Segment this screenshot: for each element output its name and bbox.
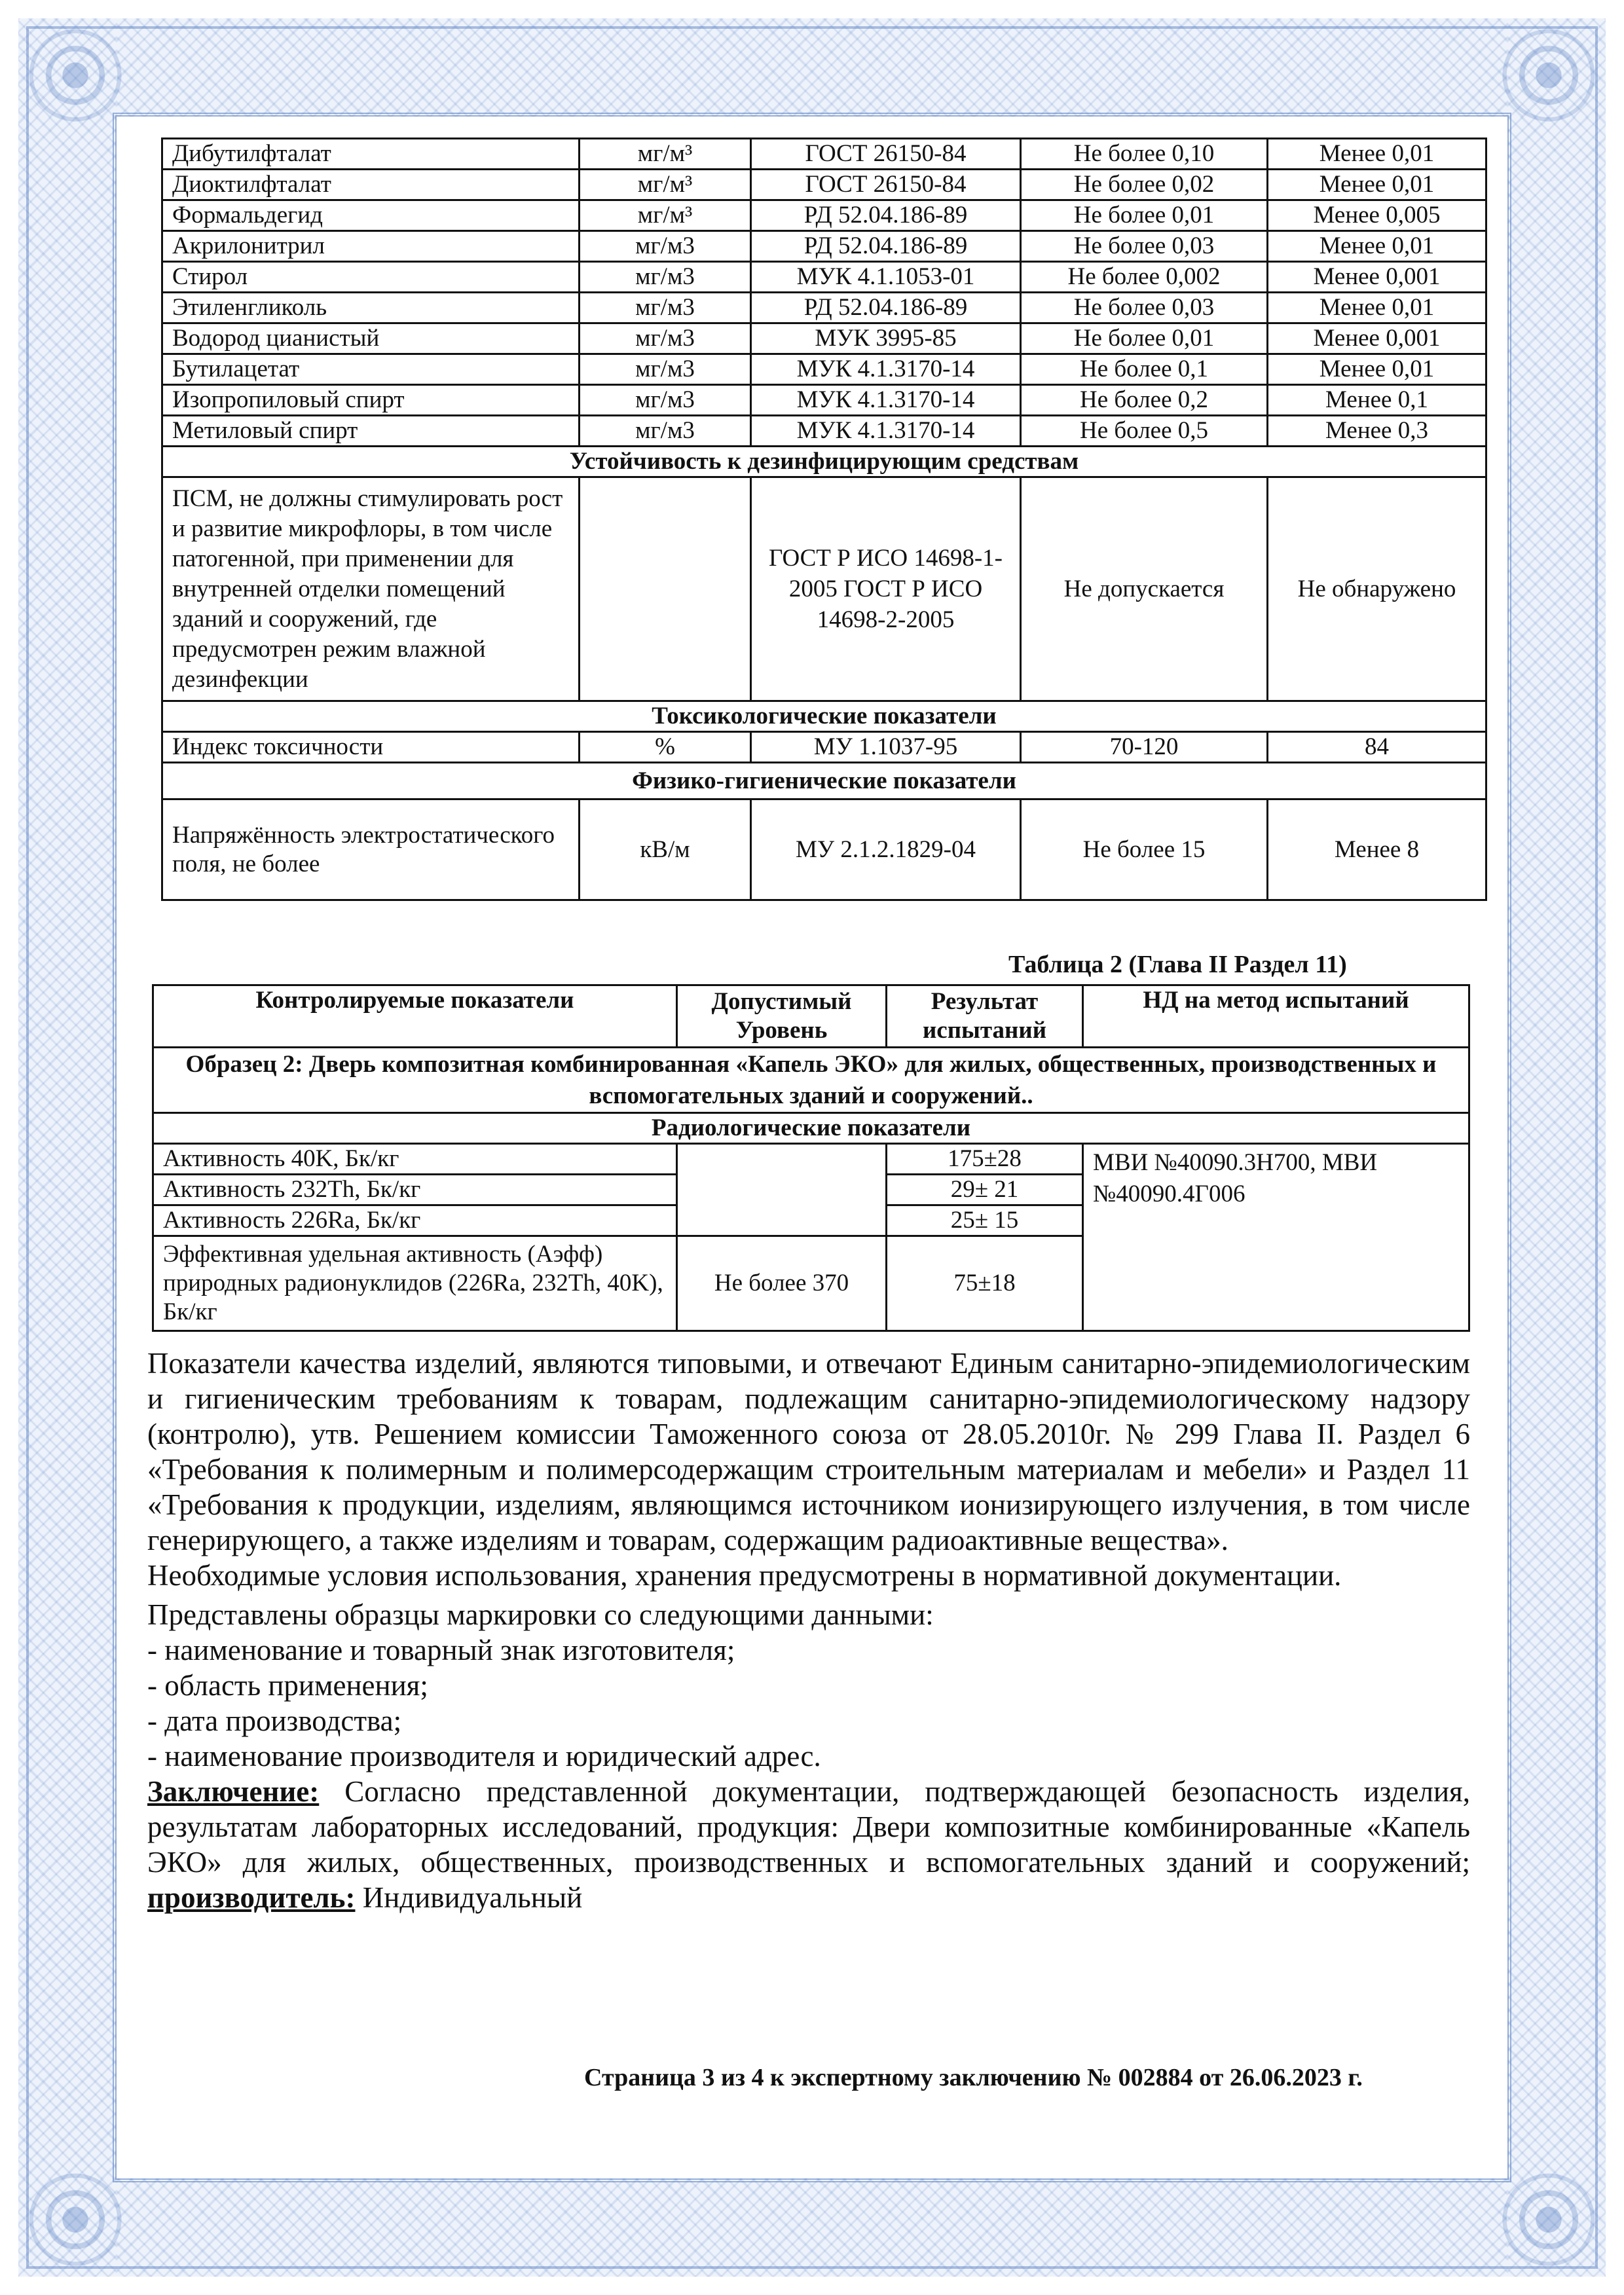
- row-232th-name: Активность 232Th, Бк/кг: [153, 1175, 677, 1205]
- paragraph-conditions: Необходимые условия использования, хранения предусмотрены в нормативной документации.: [147, 1559, 1342, 1592]
- list-item: - наименование производителя и юридический адрес.: [147, 1740, 821, 1772]
- cell-method: МУК 4.1.3170-14: [751, 416, 1021, 447]
- paragraph-marking: Представлены образцы маркировки со следующими данными:: [147, 1598, 934, 1631]
- section-header-row: [162, 763, 1486, 799]
- cell-norm: Не более 0,2: [1021, 385, 1268, 416]
- sample-title: Образец 2: Дверь композитная комбинированная «Капель ЭКО» для жилых, общественных, производственных и вспомогательных зданий и сооружений..: [153, 1048, 1469, 1113]
- cell-unit: мг/м3: [580, 293, 751, 323]
- producer-label: производитель:: [147, 1881, 356, 1914]
- producer-text: Индивидуальный: [355, 1881, 583, 1914]
- table-row: [162, 477, 1486, 701]
- cell-norm: Не более 0,5: [1021, 416, 1268, 447]
- table-row: [162, 231, 1486, 262]
- tox-unit: %: [580, 732, 751, 763]
- header-result: Результат испытаний: [887, 985, 1083, 1048]
- row-232th-result: 29± 21: [887, 1175, 1083, 1205]
- section-header-row: [153, 1113, 1469, 1144]
- cell-norm: Не более 0,02: [1021, 170, 1268, 200]
- cell-method: ГОСТ 26150-84: [751, 170, 1021, 200]
- table-row: [162, 170, 1486, 200]
- cell-result: Менее 0,01: [1268, 354, 1486, 385]
- table-row: [162, 732, 1486, 763]
- eff-limit: Не более 370: [677, 1236, 887, 1331]
- cell-unit: мг/м3: [580, 354, 751, 385]
- list-item: - наименование и товарный знак изготовителя;: [147, 1634, 735, 1666]
- conclusion-label: Заключение:: [147, 1775, 320, 1808]
- limit-empty-cell: [677, 1144, 887, 1236]
- section-tox-title: Токсикологические показатели: [162, 701, 1486, 732]
- radiology-section-title: Радиологические показатели: [153, 1113, 1469, 1144]
- cell-name: Изопропиловый спирт: [162, 385, 580, 416]
- tox-norm: 70-120: [1021, 732, 1268, 763]
- cell-method: РД 52.04.186-89: [751, 200, 1021, 231]
- cell-norm: Не более 0,01: [1021, 200, 1268, 231]
- table-row: [162, 262, 1486, 293]
- cell-norm: Не более 0,1: [1021, 354, 1268, 385]
- cell-unit: мг/м3: [580, 323, 751, 354]
- disinfect-norm: Не допускается: [1021, 477, 1268, 701]
- table-row: [162, 323, 1486, 354]
- cell-name: Метиловый спирт: [162, 416, 580, 447]
- cell-norm: Не более 0,03: [1021, 293, 1268, 323]
- cell-result: Менее 0,01: [1268, 231, 1486, 262]
- cell-name: Стирол: [162, 262, 580, 293]
- table-row: [162, 200, 1486, 231]
- cell-method: МУК 3995-85: [751, 323, 1021, 354]
- section-phys-title: Физико-гигиенические показатели: [162, 763, 1486, 799]
- method-cell: МВИ №40090.3Н700, МВИ №40090.4Г006: [1083, 1144, 1469, 1331]
- cell-result: Менее 0,001: [1268, 262, 1486, 293]
- cell-unit: мг/м³: [580, 139, 751, 170]
- section-disinfect-title: Устойчивость к дезинфицирующим средствам: [162, 447, 1486, 477]
- paragraph-compliance: Показатели качества изделий, являются типовыми, и отвечают Единым санитарно-эпидемиологическим и гигиеническим требованиям к товарам, подлежащим санитарно-эпидемиологическому надзору (контролю), утв. Решением комиссии Таможенного союза от 28.05.2010г. № 299 Глава II. Раздел 6 «Требования к полимерным и полимерсодержащим строительным материалам и мебели» и Раздел 11 «Требования к продукции, изделиям, являющимся источником ионизирующего излучения, в том числе генерирующего, а также изделиям и товарам, содержащим радиоактивные вещества».: [147, 1347, 1470, 1556]
- cell-unit: мг/м³: [580, 200, 751, 231]
- cell-norm: Не более 0,03: [1021, 231, 1268, 262]
- table-row: [162, 354, 1486, 385]
- cell-result: Менее 0,001: [1268, 323, 1486, 354]
- table-row: [162, 139, 1486, 170]
- phys-name: Напряжённость электростатического поля, не более: [162, 799, 580, 900]
- sample-row: [153, 1048, 1469, 1113]
- tox-method: МУ 1.1037-95: [751, 732, 1021, 763]
- list-item: - область применения;: [147, 1669, 428, 1702]
- table-row: [162, 385, 1486, 416]
- cell-name: Дибутилфталат: [162, 139, 580, 170]
- table-header-row: [153, 985, 1469, 1048]
- body-text: [147, 1346, 1470, 1915]
- cell-name: Водород цианистый: [162, 323, 580, 354]
- cell-method: РД 52.04.186-89: [751, 231, 1021, 262]
- indicators-table-1: [161, 138, 1487, 901]
- cell-result: Менее 0,01: [1268, 293, 1486, 323]
- radiology-table: [152, 984, 1470, 1332]
- table-row: [162, 799, 1486, 900]
- table1-chemical-rows: [162, 139, 1486, 447]
- cell-method: МУК 4.1.3170-14: [751, 385, 1021, 416]
- cell-result: Менее 0,005: [1268, 200, 1486, 231]
- phys-result: Менее 8: [1268, 799, 1486, 900]
- header-limit: Допустимый Уровень: [677, 985, 887, 1048]
- cell-method: РД 52.04.186-89: [751, 293, 1021, 323]
- eff-result: 75±18: [887, 1236, 1083, 1331]
- cell-method: ГОСТ 26150-84: [751, 139, 1021, 170]
- cell-name: Бутилацетат: [162, 354, 580, 385]
- header-method: НД на метод испытаний: [1083, 985, 1469, 1048]
- disinfect-name: ПСМ, не должны стимулировать рост и развитие микрофлоры, в том числе патогенной, при применении для внутренней отделки помещений зданий и сооружений, где предусмотрен режим влажной дезинфекции: [162, 477, 580, 701]
- cell-result: Менее 0,01: [1268, 139, 1486, 170]
- tox-name: Индекс токсичности: [162, 732, 580, 763]
- cell-norm: Не более 0,10: [1021, 139, 1268, 170]
- row-40k-result: 175±28: [887, 1144, 1083, 1175]
- phys-method: МУ 2.1.2.1829-04: [751, 799, 1021, 900]
- cell-name: Диоктилфталат: [162, 170, 580, 200]
- table-row: [153, 1144, 1469, 1175]
- cell-unit: мг/м3: [580, 416, 751, 447]
- cell-result: Менее 0,1: [1268, 385, 1486, 416]
- header-indicators: Контролируемые показатели: [153, 985, 677, 1048]
- tox-result: 84: [1268, 732, 1486, 763]
- paragraph-conclusion: [147, 1774, 1470, 1915]
- cell-unit: мг/м³: [580, 170, 751, 200]
- list-item: - дата производства;: [147, 1704, 402, 1737]
- cell-name: Этиленгликоль: [162, 293, 580, 323]
- cell-name: Акрилонитрил: [162, 231, 580, 262]
- phys-unit: кВ/м: [580, 799, 751, 900]
- cell-method: МУК 4.1.3170-14: [751, 354, 1021, 385]
- cell-result: Менее 0,3: [1268, 416, 1486, 447]
- disinfect-unit: [580, 477, 751, 701]
- cell-unit: мг/м3: [580, 231, 751, 262]
- table2-caption: Таблица 2 (Глава II Раздел 11): [1008, 951, 1347, 978]
- section-header-row: [162, 447, 1486, 477]
- conclusion-text: Согласно представленной документации, подтверждающей безопасность изделия, результатам лабораторных исследований, продукция: Двери композитные комбинированные «Капель ЭКО» для жилых, общественных, производственных и вспомогательных зданий и сооружений;: [147, 1775, 1470, 1879]
- cell-method: МУК 4.1.1053-01: [751, 262, 1021, 293]
- table-row: [162, 293, 1486, 323]
- eff-name: Эффективная удельная активность (Аэфф) природных радионуклидов (226Ra, 232Th, 40K), Бк/кг: [153, 1236, 677, 1331]
- page-footer: Страница 3 из 4 к экспертному заключению № 002884 от 26.06.2023 г.: [584, 2064, 1363, 2091]
- cell-unit: мг/м3: [580, 262, 751, 293]
- row-40k-name: Активность 40K, Бк/кг: [153, 1144, 677, 1175]
- cell-result: Менее 0,01: [1268, 170, 1486, 200]
- disinfect-method: ГОСТ Р ИСО 14698-1-2005 ГОСТ Р ИСО 14698-2-2005: [751, 477, 1021, 701]
- row-226ra-name: Активность 226Ra, Бк/кг: [153, 1205, 677, 1236]
- cell-norm: Не более 0,01: [1021, 323, 1268, 354]
- row-226ra-result: 25± 15: [887, 1205, 1083, 1236]
- section-header-row: [162, 701, 1486, 732]
- cell-name: Формальдегид: [162, 200, 580, 231]
- disinfect-result: Не обнаружено: [1268, 477, 1486, 701]
- cell-unit: мг/м3: [580, 385, 751, 416]
- cell-norm: Не более 0,002: [1021, 262, 1268, 293]
- phys-norm: Не более 15: [1021, 799, 1268, 900]
- table-row: [162, 416, 1486, 447]
